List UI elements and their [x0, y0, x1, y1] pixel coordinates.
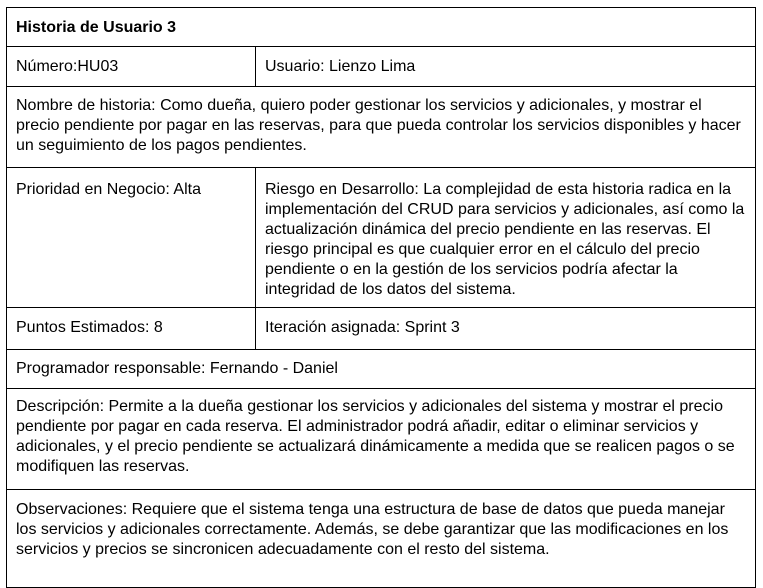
story-description: Descripción: Permite a la dueña gestionar los servicios y adicionales del sistema y mostrar el precio pendiente por pagar en cada reserva. El administrador podrá añadir, editar o eliminar servicios y adicionales, y el precio pendiente se actualizará dinámicamente a medida que se realicen pagos o se modifiquen las reservas. — [16, 398, 735, 475]
development-risk: Riesgo en Desarrollo: La complejidad de esta historia radica en la implementación del CRUD para servicios y adicionales, así como la actualización dinámica del precio pendiente en las reservas. El riesgo principal es que cualquier error en el cálculo del precio pendiente o en la gestión de los servicios podría afectar la integridad de los datos del sistema. — [265, 181, 745, 298]
description-row — [7, 388, 755, 489]
points-iteration-row — [7, 307, 755, 349]
story-user: Usuario: Lienzo Lima — [265, 58, 416, 75]
assigned-iteration: Iteración asignada: Sprint 3 — [265, 319, 460, 336]
user-story-card — [6, 7, 756, 588]
story-name-row — [7, 86, 755, 167]
number-user-row — [7, 46, 755, 86]
story-name: Nombre de historia: Como dueña, quiero poder gestionar los servicios y adicionales, y mostrar el precio pendiente por pagar en las reservas, para que pueda controlar los servicios disponibles y hacer un seguimiento de los pagos pendientes. — [16, 97, 741, 154]
business-priority: Prioridad en Negocio: Alta — [7, 168, 256, 307]
programmer-row — [7, 349, 755, 388]
priority-risk-row — [7, 167, 755, 307]
estimated-points: Puntos Estimados: 8 — [7, 308, 256, 349]
title-row — [7, 8, 755, 46]
responsible-programmer: Programador responsable: Fernando - Daniel — [16, 360, 338, 377]
story-number: Número:HU03 — [7, 47, 256, 86]
story-title: Historia de Usuario 3 — [16, 19, 177, 36]
observations-row — [7, 489, 755, 587]
story-observations: Observaciones: Requiere que el sistema tenga una estructura de base de datos que pueda manejar los servicios y adicionales correctamente. Además, se debe garantizar que las modificaciones en los servicios y precios se sincronicen adecuadamente con el resto del sistema. — [16, 501, 729, 558]
